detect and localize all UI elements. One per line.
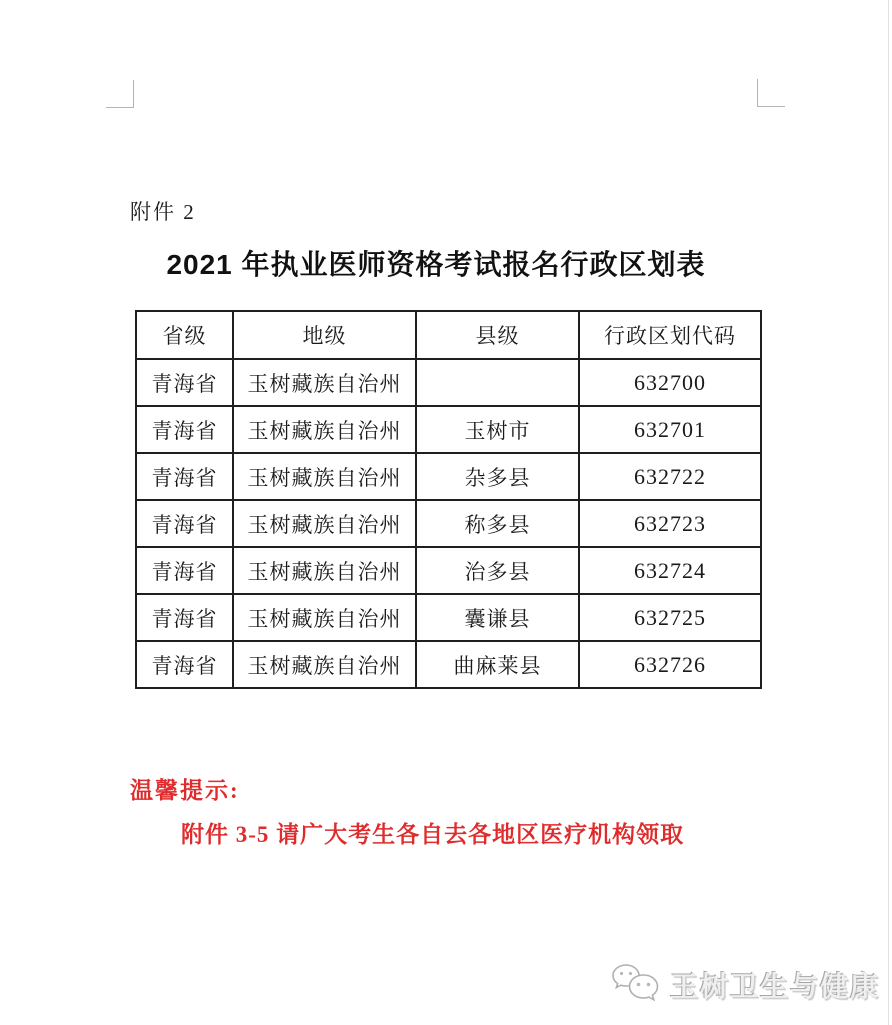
column-header-province: 省级 [136,311,233,359]
cell-county [416,359,579,406]
cell-province: 青海省 [136,359,233,406]
cell-province: 青海省 [136,641,233,688]
cell-code: 632723 [579,500,761,547]
cell-county: 囊谦县 [416,594,579,641]
table-row [136,453,761,500]
cell-prefecture: 玉树藏族自治州 [233,453,416,500]
cell-province: 青海省 [136,500,233,547]
cell-county: 曲麻莱县 [416,641,579,688]
column-header-county: 县级 [416,311,579,359]
cell-code: 632724 [579,547,761,594]
cell-prefecture: 玉树藏族自治州 [233,547,416,594]
cell-prefecture: 玉树藏族自治州 [233,500,416,547]
table-row [136,359,761,406]
column-header-code: 行政区划代码 [579,311,761,359]
cell-prefecture: 玉树藏族自治州 [233,359,416,406]
corner-crop-mark-top-left [106,80,134,108]
cell-code: 632701 [579,406,761,453]
cell-county: 杂多县 [416,453,579,500]
region-code-table [135,310,762,689]
corner-crop-mark-top-right [757,79,785,107]
cell-prefecture: 玉树藏族自治州 [233,641,416,688]
footer-watermark [610,961,880,1009]
cell-county: 称多县 [416,500,579,547]
column-header-prefecture: 地级 [233,311,416,359]
table-row [136,500,761,547]
cell-prefecture: 玉树藏族自治州 [233,594,416,641]
cell-prefecture: 玉树藏族自治州 [233,406,416,453]
page-title: 2021 年执业医师资格考试报名行政区划表 [166,249,706,280]
cell-code: 632722 [579,453,761,500]
wechat-bubbles-icon [610,961,662,1009]
cell-code: 632700 [579,359,761,406]
watermark-text: 玉树卫生与健康 [669,971,880,1002]
notice-body: 附件 3-5 请广大考生各自去各地区医疗机构领取 [181,822,685,847]
page-edge-line [888,0,889,1025]
cell-code: 632726 [579,641,761,688]
cell-province: 青海省 [136,453,233,500]
cell-county: 治多县 [416,547,579,594]
cell-province: 青海省 [136,594,233,641]
table-header-row [136,311,761,359]
table-row [136,594,761,641]
cell-county: 玉树市 [416,406,579,453]
cell-code: 632725 [579,594,761,641]
table-row [136,406,761,453]
attachment-label: 附件 2 [130,200,196,224]
table-row [136,547,761,594]
table-row [136,641,761,688]
notice-heading: 温馨提示: [130,778,240,803]
cell-province: 青海省 [136,406,233,453]
cell-province: 青海省 [136,547,233,594]
